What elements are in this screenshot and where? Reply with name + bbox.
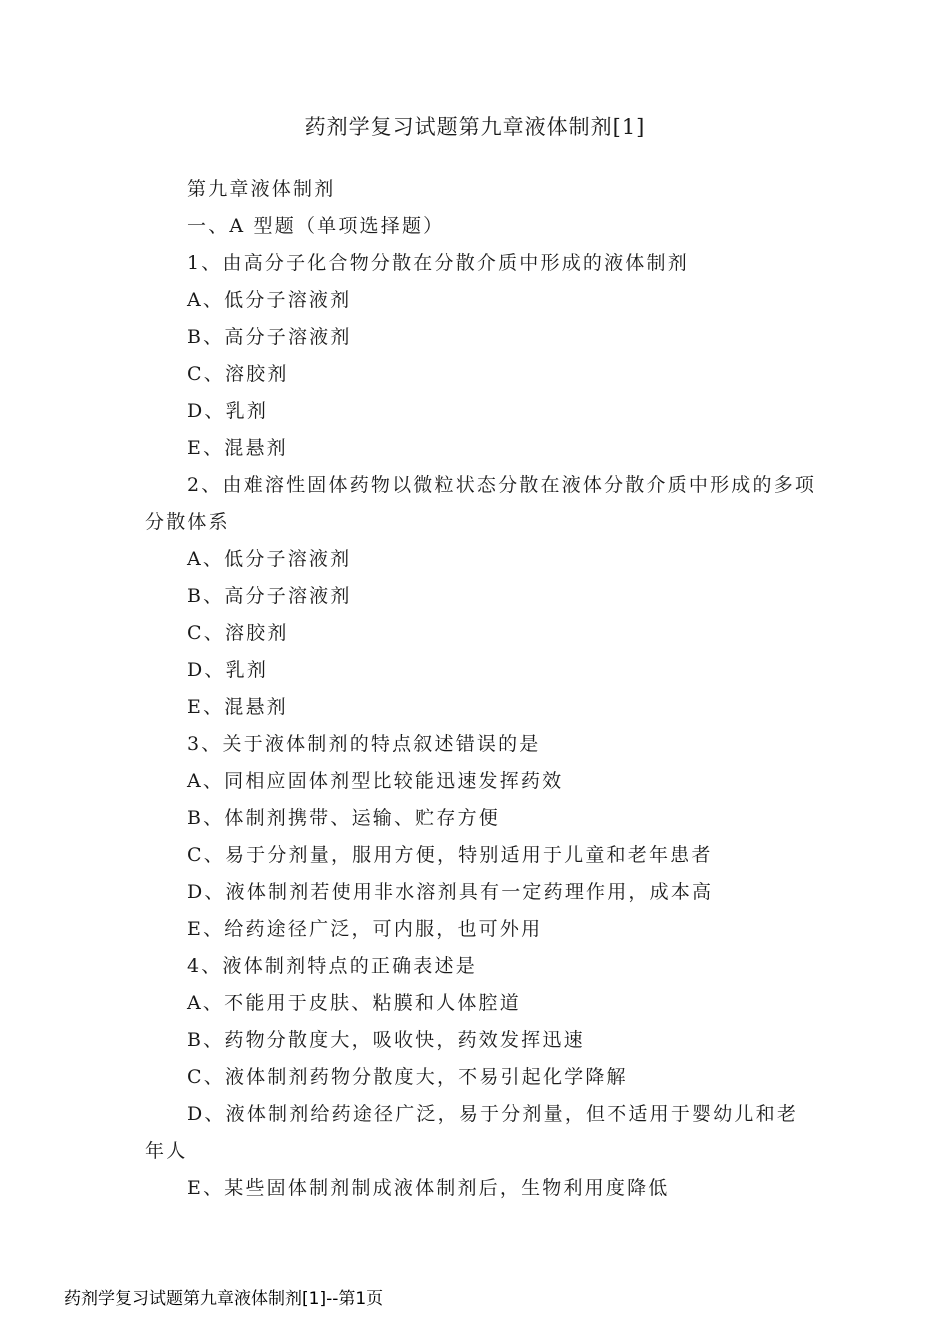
option-e: E、某些固体制剂制成液体制剂后，生物利用度降低	[187, 1177, 670, 1199]
question-stem: 2、由难溶性固体药物以微粒状态分散在液体分散介质中形成的多项分散体系	[145, 474, 817, 533]
question-stem: 4、液体制剂特点的正确表述是	[187, 955, 477, 977]
option-d: D、乳剂	[187, 400, 269, 422]
option-a: A、同相应固体剂型比较能迅速发挥药效	[187, 770, 564, 792]
option-a: A、不能用于皮肤、粘膜和人体腔道	[187, 992, 521, 1014]
option-d: D、液体制剂给药途径广泛，易于分剂量，但不适用于婴幼儿和老年人	[145, 1103, 799, 1162]
page-title: 药剂学复习试题第九章液体制剂[1]	[304, 115, 646, 139]
option-d: D、乳剂	[187, 659, 269, 681]
option-c: C、液体制剂药物分散度大，不易引起化学降解	[187, 1066, 628, 1088]
option-e: E、给药途径广泛，可内服，也可外用	[187, 918, 543, 940]
question-4	[145, 948, 817, 1207]
option-b: B、高分子溶液剂	[187, 585, 352, 607]
option-e: E、混悬剂	[187, 696, 288, 718]
option-b: B、药物分散度大，吸收快，药效发挥迅速	[187, 1029, 585, 1051]
question-stem: 1、由高分子化合物分散在分散介质中形成的液体制剂	[187, 252, 689, 274]
option-e: E、混悬剂	[187, 437, 288, 459]
question-2	[145, 467, 817, 726]
option-a: A、低分子溶液剂	[187, 548, 352, 570]
option-c: C、溶胶剂	[187, 363, 289, 385]
option-c: C、易于分剂量，服用方便，特别适用于儿童和老年患者	[187, 844, 713, 866]
option-b: B、高分子溶液剂	[187, 326, 352, 348]
section-heading: 一、A 型题（单项选择题）	[187, 215, 445, 237]
question-3	[145, 726, 817, 948]
option-c: C、溶胶剂	[187, 622, 289, 644]
page-footer: 药剂学复习试题第九章液体制剂[1]--第1页	[64, 1289, 384, 1309]
document-body	[145, 171, 817, 1207]
question-stem: 3、关于液体制剂的特点叙述错误的是	[187, 733, 541, 755]
option-a: A、低分子溶液剂	[187, 289, 352, 311]
option-b: B、体制剂携带、运输、贮存方便	[187, 807, 500, 829]
question-1	[145, 245, 817, 467]
option-d: D、液体制剂若使用非水溶剂具有一定药理作用，成本高	[187, 881, 714, 903]
chapter-heading: 第九章液体制剂	[187, 178, 336, 200]
